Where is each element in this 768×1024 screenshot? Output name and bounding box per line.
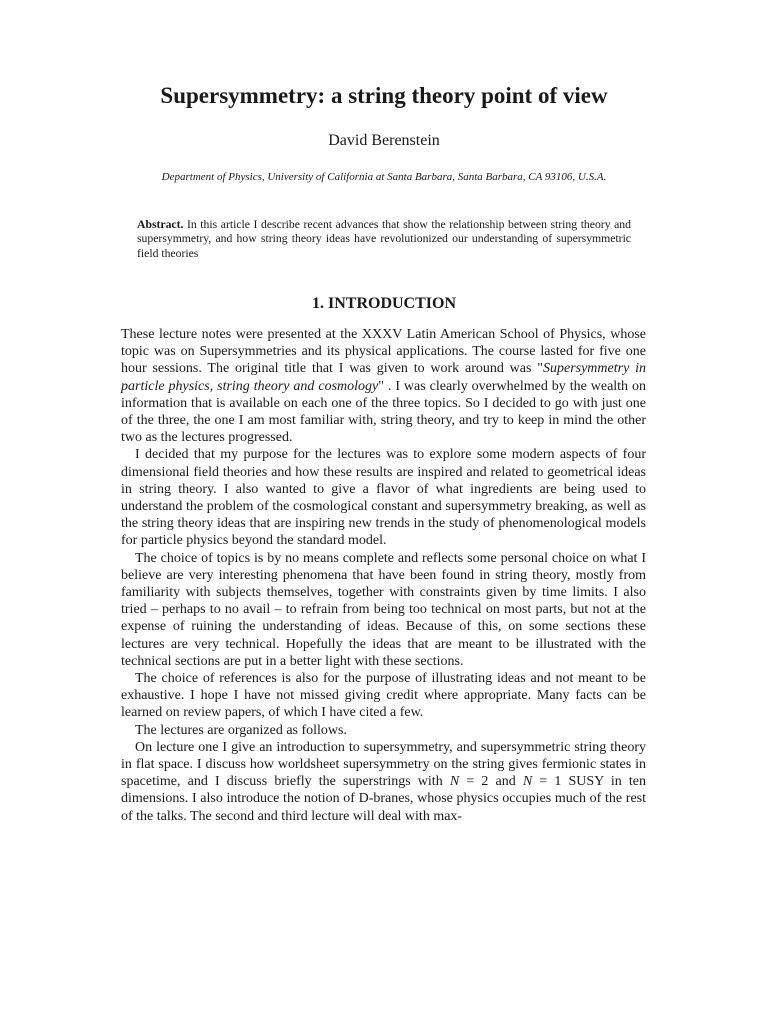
body-text	[121, 326, 646, 825]
section-heading: 1. INTRODUCTION	[311, 295, 456, 312]
paper-title: Supersymmetry: a string theory point of view	[160, 83, 608, 108]
paragraph-2: I decided that my purpose for the lectures was to explore some modern aspects of four dimensional field theories and how these results are inspired and related to geometrical ideas in string theory. I also wanted to give a flavor of what ingredients are being used to understand the problem of the cosmological constant and supersymmetry breaking, as well as the string theory ideas that are inspiring new trends in the study of phenomenological models for particle physics beyond the standard model.	[121, 447, 646, 549]
paragraph-1-text-b: " . I was clearly overwhelmed by the wealth on information that is available on each one of the three topics. So I decided to go with just one of the three, the one I am most familiar with, string theory, and try to keep in mind the other two as the lectures progressed.	[121, 378, 646, 446]
paragraph-6	[121, 739, 646, 825]
paragraph-4: The choice of references is also for the purpose of illustrating ideas and not meant to be exhaustive. I hope I have not missed giving credit where appropriate. Many facts can be learned on review papers, of which I have cited a few.	[121, 671, 646, 721]
affiliation: Department of Physics, University of California at Santa Barbara, Santa Barbara, CA 93106, U.S.A.	[161, 171, 607, 183]
abstract-label: Abstract.	[137, 218, 184, 231]
paragraph-1-text-a: These lecture notes were presented at the XXXV Latin American School of Physics, whose topic was on Supersymmetries and its physical applications. The course lasted for five one hour sessions. The original title that I was given to work around was "	[121, 327, 646, 377]
paragraph-1	[121, 326, 646, 446]
math-n-1: N	[449, 774, 460, 790]
abstract	[137, 218, 631, 261]
paragraph-6-text-c: = 1 SUSY in ten dimensions. I also introduce the notion of D-branes, whose physics occupies much of the rest of the talks. The second and third lecture will deal with max-	[121, 774, 646, 824]
paragraph-3: The choice of topics is by no means complete and reflects some personal choice on what I believe are very interesting phenomena that have been found in string theory, mostly from familiarity with subjects themselves, together with constraints given by time limits. I also tried – perhaps to no avail – to refrain from being too technical on most parts, but not at the expense of ruining the understanding of ideas. Because of this, on some sections these lectures are very technical. Hopefully the ideas that are meant to be illustrated with the technical sections are put in a better light with these sections.	[121, 550, 646, 669]
paragraph-6-text-b: = 2 and	[459, 774, 523, 790]
abstract-text: In this article I describe recent advances that show the relationship between string theory and supersymmetry, and how string theory ideas have revolutionized our understanding of supersymmetric field theories	[137, 218, 631, 260]
original-title: Supersymmetry in particle physics, string theory and cosmology	[121, 361, 646, 394]
author-name: David Berenstein	[328, 132, 440, 149]
math-n-2: N	[522, 774, 533, 790]
paragraph-6-text-a: On lecture one I give an introduction to supersymmetry, and supersymmetric string theory in flat space. I discuss how worldsheet supersymmetry on the string gives fermionic states in spacetime, and I discuss briefly the superstrings with	[121, 739, 646, 790]
paragraph-5: The lectures are organized as follows.	[135, 722, 347, 738]
